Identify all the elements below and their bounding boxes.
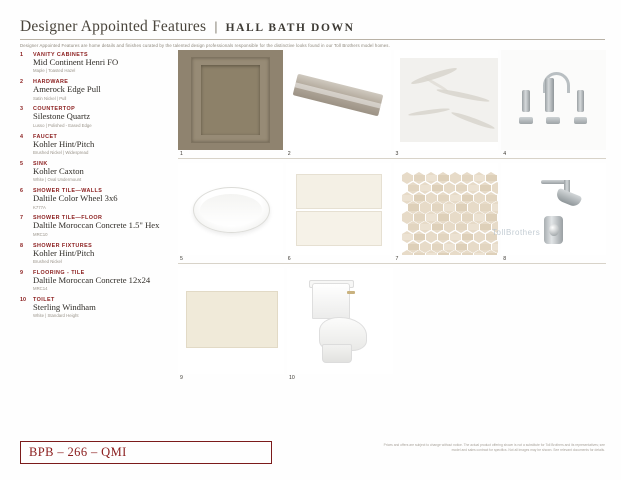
hex-tile — [408, 204, 419, 210]
spec-body — [33, 221, 168, 237]
spec-number: 2 — [20, 79, 23, 86]
hex-tile — [468, 204, 479, 210]
faucet-image — [501, 50, 606, 150]
hex-tile — [480, 244, 491, 250]
spec-category: HARDWARE — [33, 79, 69, 86]
spec-number: 3 — [20, 106, 23, 113]
hex-tile — [468, 224, 479, 230]
spec-product-desc: Maple | Toasted Hazel — [33, 68, 76, 74]
list-item — [20, 106, 168, 128]
wall-tile-swatch-image — [286, 163, 391, 255]
hex-tile — [450, 195, 461, 201]
hex-tile — [468, 244, 479, 250]
spec-product-name: Daltile Moroccan Concrete 12x24 — [33, 274, 151, 285]
spec-body — [33, 249, 168, 265]
hex-tile — [432, 185, 443, 191]
spec-number: 5 — [20, 160, 23, 167]
hex-tile — [480, 224, 491, 230]
spec-product-name: Daltile Moroccan Concrete 1.5" Hex — [33, 220, 160, 231]
hex-tile — [426, 253, 437, 255]
list-item — [20, 79, 168, 101]
list-item — [20, 270, 168, 292]
spec-category: FLOORING - TILE — [33, 269, 85, 276]
image-number: 8 — [503, 256, 507, 262]
hex-tile — [420, 244, 431, 250]
spec-number: 10 — [20, 297, 26, 304]
hex-tile — [414, 195, 425, 201]
floor-tile-swatch-image — [178, 268, 284, 374]
spec-number: 4 — [20, 133, 23, 140]
spec-category: FAUCET — [33, 133, 58, 140]
hex-tile — [444, 244, 455, 250]
hex-tile — [462, 175, 473, 181]
header-subtitle: Designer Appointed Features are home details and finishes curated by the talented design professionals responsible for the distinctive looks found in our Toll Brothers model homes. — [20, 43, 390, 48]
image-number: 4 — [503, 151, 507, 157]
hex-tile — [462, 253, 473, 255]
spec-body — [33, 303, 168, 319]
hex-tile — [420, 224, 431, 230]
hex-tile — [426, 195, 437, 201]
spec-product-name: Sterling Windham — [33, 302, 96, 313]
toilet-image — [287, 268, 393, 374]
grid-cell-3 — [394, 50, 499, 157]
hex-tile — [444, 185, 455, 191]
hex-tile — [474, 195, 485, 201]
hex-tile — [420, 185, 431, 191]
image-number: 3 — [395, 151, 399, 157]
plan-code-box — [20, 441, 272, 464]
hex-tile — [402, 214, 413, 220]
hex-tile — [408, 244, 419, 250]
hex-tile — [480, 204, 491, 210]
cabinet-pull-image — [286, 50, 391, 150]
spec-category: SHOWER TILE—FLOOR — [33, 215, 103, 222]
watermark-logo: TollBrothers — [492, 228, 541, 237]
spec-number: 9 — [20, 269, 23, 276]
spec-body — [33, 112, 168, 128]
list-item — [20, 215, 168, 237]
hex-tile — [444, 204, 455, 210]
spec-product-desc: K777A — [33, 204, 46, 210]
hex-tile — [474, 253, 485, 255]
document-header — [20, 18, 605, 49]
hex-tile — [486, 253, 497, 255]
grid-cell-10 — [287, 268, 393, 381]
grid-cell-7 — [394, 163, 499, 262]
hex-tile — [414, 253, 425, 255]
image-row-2 — [178, 163, 606, 262]
image-number: 6 — [287, 256, 291, 262]
hex-tile — [486, 214, 497, 220]
spec-product-desc: Lusso | Polished - Eased Edge — [33, 122, 92, 128]
hex-tile — [426, 234, 437, 240]
hex-tile — [438, 253, 449, 255]
list-item — [20, 161, 168, 183]
spec-category: SINK — [33, 160, 48, 167]
hex-tile — [408, 185, 419, 191]
spec-product-desc: Satin Nickel | Pull — [33, 95, 67, 101]
legal-disclaimer: Prices and offers are subject to change without notice. The actual product offering shown is not a substitute for Toll Brothers and its representatives; see model and sales contract for specifics. Not all images may be shown. See relevant documents for details. — [383, 443, 605, 452]
undermount-sink-image — [178, 163, 283, 255]
spec-product-name: Silestone Quartz — [33, 111, 91, 122]
spec-product-desc: Brushed Nickel | Widespread — [33, 150, 89, 156]
list-item — [20, 243, 168, 265]
spec-body — [33, 140, 168, 156]
grid-cell-6 — [286, 163, 391, 262]
hex-tile — [438, 195, 449, 201]
image-number: 9 — [180, 375, 183, 381]
hex-tile — [432, 224, 443, 230]
hex-tile — [462, 234, 473, 240]
row-divider — [178, 158, 606, 159]
room-name: HALL BATH DOWN — [225, 22, 355, 34]
hex-tile — [420, 204, 431, 210]
list-item — [20, 52, 168, 74]
spec-number: 6 — [20, 188, 23, 195]
hex-tile — [450, 234, 461, 240]
spec-product-name: Amerock Edge Pull — [33, 84, 101, 95]
spec-category: VANITY CABINETS — [33, 52, 89, 58]
hex-tile — [402, 234, 413, 240]
product-image-grid — [178, 50, 606, 381]
hex-tile — [450, 253, 461, 255]
hex-tile — [450, 214, 461, 220]
spec-product-name: Daltile Color Wheel 3x6 — [33, 193, 118, 204]
image-row-1 — [178, 50, 606, 157]
image-number: 10 — [289, 375, 295, 381]
spec-product-desc: MRC14 — [33, 286, 48, 292]
spec-body — [33, 58, 168, 74]
grid-cell-2 — [286, 50, 391, 157]
hex-tile — [432, 204, 443, 210]
hex-tile — [474, 175, 485, 181]
quartz-slab-image — [394, 50, 499, 150]
hex-tile — [414, 175, 425, 181]
plan-code: BPB – 266 – QMI — [29, 445, 127, 459]
hex-tile — [492, 185, 499, 191]
hex-tile — [438, 214, 449, 220]
spec-body — [33, 85, 168, 101]
page-title: Designer Appointed Features — [20, 18, 207, 35]
hex-tile — [462, 195, 473, 201]
image-number: 7 — [395, 256, 399, 262]
image-number: 2 — [287, 151, 291, 157]
hex-tile — [426, 214, 437, 220]
spec-product-desc: MRC10 — [33, 231, 48, 237]
hex-tile — [492, 244, 499, 250]
hex-tile — [432, 244, 443, 250]
spec-product-name: Kohler Hint/Pitch — [33, 138, 95, 149]
spec-product-name: Kohler Hint/Pitch — [33, 247, 95, 258]
hex-tile — [474, 234, 485, 240]
hex-tile — [456, 204, 467, 210]
spec-category: COUNTERTOP — [33, 106, 76, 113]
hex-tile — [402, 175, 413, 181]
spec-category: TOILET — [33, 297, 55, 304]
hex-tile — [426, 175, 437, 181]
grid-cell-1 — [178, 50, 283, 157]
hex-tile — [438, 234, 449, 240]
hex-tile — [456, 185, 467, 191]
row-divider — [178, 263, 606, 264]
hex-tile — [474, 214, 485, 220]
title-separator: | — [214, 19, 218, 34]
spec-category: SHOWER TILE—WALLS — [33, 188, 103, 195]
hex-tile — [414, 214, 425, 220]
spec-list — [20, 52, 168, 324]
hex-mosaic-tile-image — [394, 163, 499, 255]
spec-product-desc: Brushed Nickel — [33, 259, 62, 265]
hex-tile — [402, 253, 413, 255]
spec-product-desc: White | Oval Undermount — [33, 177, 82, 183]
grid-cell-4 — [501, 50, 606, 157]
spec-product-desc: White | Standard Height — [33, 313, 79, 319]
spec-number: 1 — [20, 52, 23, 58]
spec-number: 8 — [20, 242, 23, 249]
hex-tile — [438, 175, 449, 181]
hex-tile — [468, 185, 479, 191]
cabinet-door-image — [178, 50, 283, 150]
hex-tile — [408, 224, 419, 230]
hex-tile — [414, 234, 425, 240]
hex-tile — [456, 244, 467, 250]
image-number: 5 — [180, 256, 183, 262]
spec-body — [33, 194, 168, 210]
hex-tile — [456, 224, 467, 230]
spec-body — [33, 167, 168, 183]
list-item — [20, 188, 168, 210]
grid-cell-5 — [178, 163, 283, 262]
grid-cell-9 — [178, 268, 284, 381]
spec-category: SHOWER FIXTURES — [33, 242, 93, 249]
grid-cell-8 — [501, 163, 606, 262]
list-item — [20, 297, 168, 319]
image-number: 1 — [180, 151, 183, 157]
hex-tile — [492, 204, 499, 210]
hex-tile — [486, 195, 497, 201]
list-item — [20, 134, 168, 156]
image-row-3 — [178, 268, 606, 381]
spec-number: 7 — [20, 215, 23, 222]
shower-fixture-image — [501, 163, 606, 255]
hex-tile — [450, 175, 461, 181]
spec-product-name: Mid Continent Henri FO — [33, 57, 119, 67]
hex-tile — [402, 195, 413, 201]
hex-tile — [486, 175, 497, 181]
hex-tile — [444, 224, 455, 230]
title-row — [20, 18, 605, 40]
spec-body — [33, 276, 168, 292]
hex-tile — [480, 185, 491, 191]
spec-product-name: Kohler Caxton — [33, 165, 84, 176]
hex-tile — [462, 214, 473, 220]
